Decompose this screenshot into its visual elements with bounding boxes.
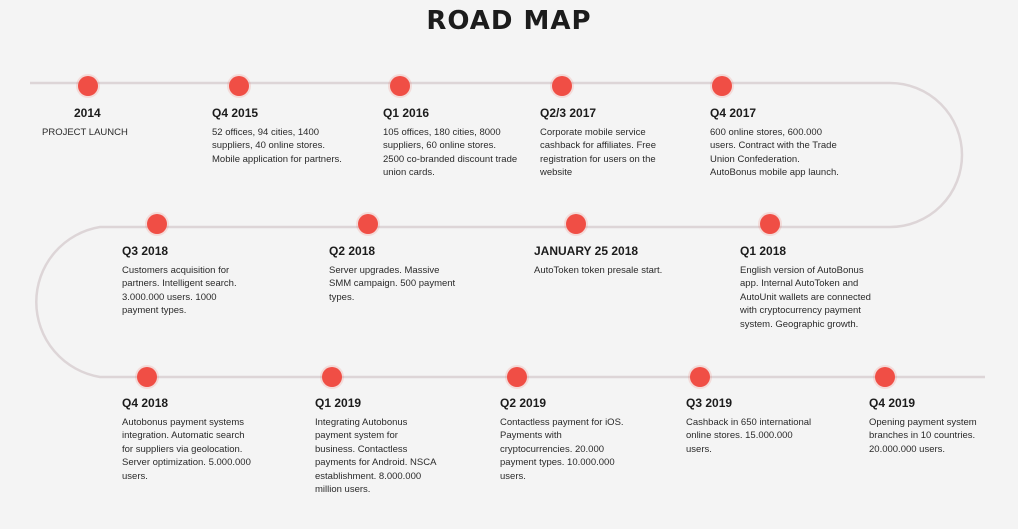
milestone-label: Q1 2018 [740,244,787,258]
milestone-label: Q3 2018 [122,244,169,258]
milestone-dot [229,76,249,96]
milestone-label: Q2 2019 [500,396,547,410]
milestone-text: Autobonus payment systems integration. Automatic search for suppliers via geolocation. Server optimization. 5.000.000 users. [122,417,251,482]
milestone-text: Server upgrades. Massive SMM campaign. 500 payment types. [329,265,456,303]
milestone-dot [137,367,157,387]
milestone-label: Q4 2017 [710,106,757,120]
milestone-text: Integrating Autobonus payment system for business. Contactless payments for Android. NSCA establishment. 8.000.000 million users. [315,417,436,496]
milestone-text: Contactless payment for iOS. Payments with cryptocurrencies. 20.000 payment types. 10.000.000 users. [500,417,624,482]
milestone-label: Q3 2019 [686,396,733,410]
milestone-text: PROJECT LAUNCH [42,127,128,138]
milestone-label: JANUARY 25 2018 [534,244,639,258]
milestone-dot [760,214,780,234]
milestone-dot [712,76,732,96]
milestone-label: Q2 2018 [329,244,376,258]
milestone-dot [690,367,710,387]
milestone-label: Q4 2015 [212,106,259,120]
milestone-dot [566,214,586,234]
milestone-text: Corporate mobile service cashback for affiliates. Free registration for users on the website [540,127,656,179]
milestone-text: English version of AutoBonus app. Internal AutoToken and AutoUnit wallets are connected with cryptocurrency payment system. Geographic growth. [740,265,871,330]
milestone-text: AutoToken token presale start. [534,265,663,276]
milestone-label: Q2/3 2017 [540,106,597,120]
milestone-dot [358,214,378,234]
milestone-label: 2014 [74,106,101,120]
milestone-dot [507,367,527,387]
milestone-text: Opening payment system branches in 10 countries. 20.000.000 users. [869,417,977,455]
milestone-label: Q1 2016 [383,106,430,120]
milestone-label: Q1 2019 [315,396,362,410]
milestone-dot [147,214,167,234]
milestone-label: Q4 2018 [122,396,169,410]
milestone-dot [875,367,895,387]
milestone-text: 105 offices, 180 cities, 8000 suppliers, 60 online stores. 2500 co-branded discount trade union cards. [383,127,518,179]
milestone-text: Cashback in 650 international online stores. 15.000.000 users. [686,417,812,455]
milestone-dot [390,76,410,96]
milestone-text: 52 offices, 94 cities, 1400 suppliers, 40 online stores. Mobile application for partners. [212,127,342,165]
milestone-text: Customers acquisition for partners. Intelligent search. 3.000.000 users. 1000 payment types. [122,265,237,317]
milestone-text: 600 online stores, 600.000 users. Contract with the Trade Union Confederation. AutoBonus mobile app launch. [710,127,839,179]
milestone-label: Q4 2019 [869,396,916,410]
milestone-dot [322,367,342,387]
page-title: ROAD MAP [426,6,592,36]
milestone-dot [552,76,572,96]
milestone-dot [78,76,98,96]
